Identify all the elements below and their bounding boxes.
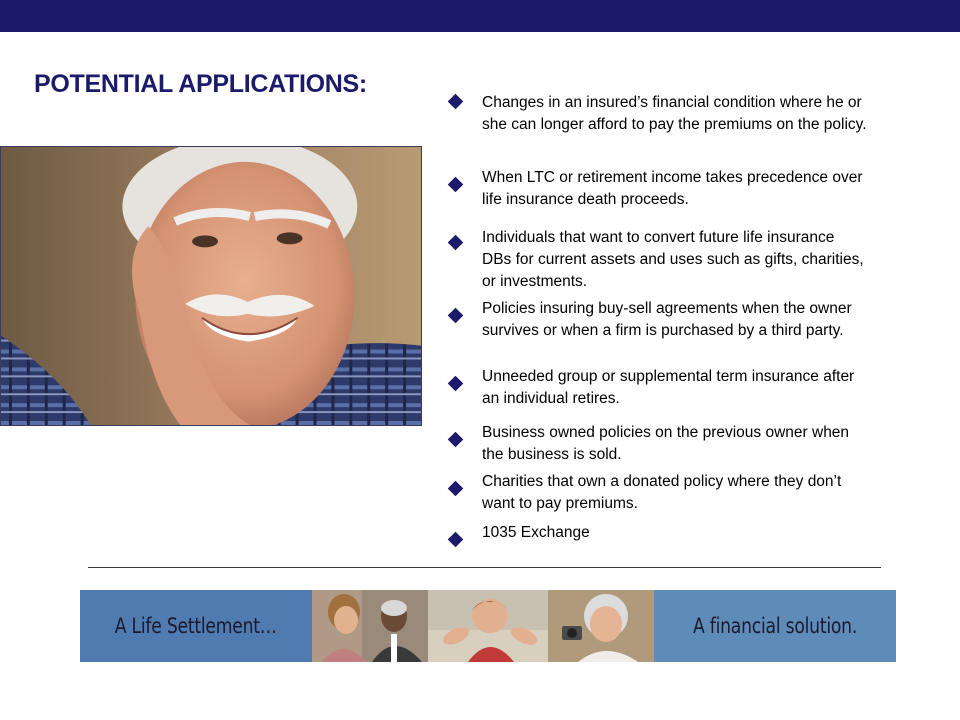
diamond-bullet-icon [448, 308, 464, 324]
banner-left-text: A Life Settlement… [114, 614, 278, 638]
banner-woman-camera-photo [548, 590, 654, 662]
banner-left-panel [80, 590, 312, 662]
diamond-bullet-icon [448, 432, 464, 448]
diamond-bullet-icon [448, 481, 464, 497]
top-header-bar [0, 0, 960, 32]
bullet-text: Policies insuring buy-sell agreements when the owner survives or when a firm is purchased by a third party. [482, 300, 852, 339]
bullet-text: Changes in an insured’s financial condition where he or she can longer afford to pay the premiums on the policy. [482, 94, 867, 133]
banner-right-text: A financial solution. [692, 614, 858, 638]
bullet-text: Charities that own a donated policy where they don’t want to pay premiums. [482, 473, 842, 512]
diamond-bullet-icon [448, 376, 464, 392]
diamond-bullet-icon [448, 235, 464, 251]
divider-line [88, 567, 881, 568]
banner-right-panel [654, 590, 896, 662]
slide-title: POTENTIAL APPLICATIONS: [34, 70, 367, 98]
footer-banner [80, 590, 896, 662]
bullet-text: When LTC or retirement income takes precedence over life insurance death proceeds. [482, 169, 863, 208]
bullet-text: Business owned policies on the previous owner when the business is sold. [482, 424, 850, 463]
bullet-text: Individuals that want to convert future life insurance DBs for current assets and uses such as gifts, charities, or investments. [482, 229, 864, 290]
bullet-text: 1035 Exchange [482, 524, 590, 541]
banner-child-photo [428, 590, 548, 662]
bullet-text: Unneeded group or supplemental term insurance after an individual retires. [482, 368, 855, 407]
banner-couple-photo [312, 590, 428, 662]
portrait-photo [0, 146, 422, 426]
diamond-bullet-icon [448, 177, 464, 193]
diamond-bullet-icon [448, 94, 464, 110]
diamond-bullet-icon [448, 532, 464, 548]
